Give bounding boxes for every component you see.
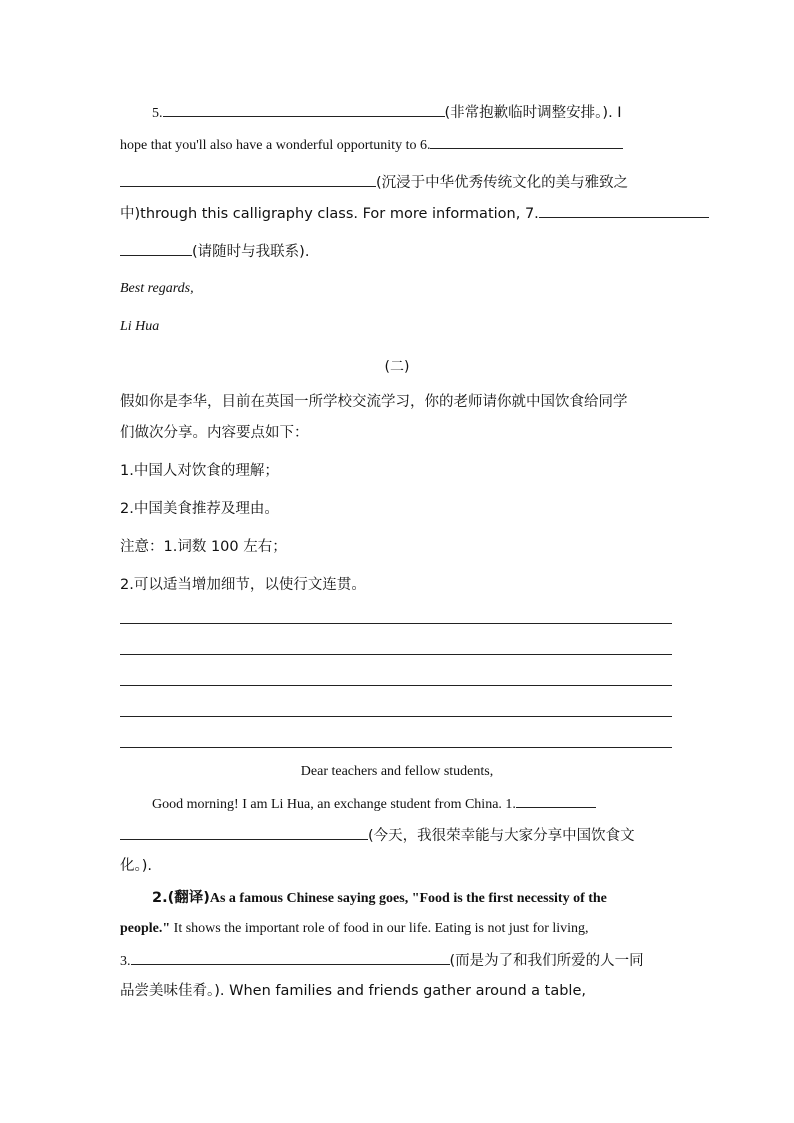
speech-item-1-hint: (今天，我很荣幸能与大家分享中国饮食文 bbox=[368, 828, 635, 844]
speech-item-1-text: Good morning! I am Li Hua, an exchange student from China. 1. bbox=[152, 797, 516, 812]
item-6-hint: (沉浸于中华优秀传统文化的美与雅致之 bbox=[376, 175, 629, 191]
speech-item-2-quote-end: people." bbox=[120, 921, 171, 936]
speech-blank-1b[interactable] bbox=[120, 826, 368, 840]
item-6-line bbox=[120, 135, 623, 155]
prompt-line-2: 们做次分享。内容要点如下： bbox=[120, 425, 309, 441]
speech-item-1-line bbox=[152, 794, 596, 814]
speech-item-3-line bbox=[120, 951, 644, 971]
answer-blank-5[interactable] bbox=[163, 103, 445, 117]
note-2: 2.可以适当增加细节，以使行文连贯。 bbox=[120, 577, 366, 593]
point-1: 1.中国人对饮食的理解； bbox=[120, 463, 279, 479]
prompt-line-1: 假如你是李华，目前在英国一所学校交流学习，你的老师请你就中国饮食给同学 bbox=[120, 394, 628, 410]
speech-item-3-hint: (而是为了和我们所爱的人一同 bbox=[449, 953, 644, 969]
item-7-text: 中)through this calligraphy class. For more information, 7. bbox=[120, 206, 539, 222]
speech-item-2-quote: As a famous Chinese saying goes, "Food is the first necessity of the bbox=[209, 891, 607, 906]
writing-line-2[interactable] bbox=[120, 654, 672, 655]
speech-item-2-line bbox=[152, 889, 607, 908]
item-7-cont-line bbox=[120, 242, 309, 262]
item-6-cont-line bbox=[120, 173, 628, 193]
speech-item-3-number: 3. bbox=[120, 954, 131, 969]
writing-line-1[interactable] bbox=[120, 623, 672, 624]
writing-line-4[interactable] bbox=[120, 716, 672, 717]
item-5-number: 5. bbox=[152, 106, 163, 121]
item-6-text: hope that you'll also have a wonderful opportunity to 6. bbox=[120, 138, 431, 153]
item-7-line bbox=[120, 204, 709, 224]
item-5-hint: (非常抱歉临时调整安排。). I bbox=[444, 105, 622, 121]
answer-blank-7a[interactable] bbox=[539, 204, 709, 218]
letter-closing: Best regards, bbox=[120, 281, 194, 296]
speech-blank-1a[interactable] bbox=[516, 794, 596, 808]
item-5-line bbox=[152, 103, 622, 123]
answer-blank-6b[interactable] bbox=[120, 173, 376, 187]
speech-item-1-hint-end: 化。). bbox=[120, 858, 153, 874]
speech-item-2-text: It shows the important role of food in our life. Eating is not just for living, bbox=[170, 921, 589, 936]
answer-blank-7b[interactable] bbox=[120, 242, 192, 256]
writing-line-3[interactable] bbox=[120, 685, 672, 686]
speech-item-1-cont-line bbox=[120, 826, 635, 846]
speech-item-2-label: 2.(翻译) bbox=[152, 890, 210, 906]
speech-item-3-text: 品尝美味佳肴。). When families and friends gather around a table, bbox=[120, 983, 586, 999]
speech-blank-3[interactable] bbox=[131, 951, 450, 965]
answer-blank-6a[interactable] bbox=[430, 135, 623, 149]
section-heading: (二) bbox=[384, 359, 410, 375]
speech-item-3-cont-line bbox=[120, 982, 586, 1001]
speech-salutation: Dear teachers and fellow students, bbox=[300, 764, 494, 779]
item-7-hint: (请随时与我联系). bbox=[192, 244, 310, 260]
point-2: 2.中国美食推荐及理由。 bbox=[120, 501, 279, 517]
letter-signature: Li Hua bbox=[120, 319, 160, 334]
writing-line-5[interactable] bbox=[120, 747, 672, 748]
note-1: 注意：1.词数 100 左右； bbox=[120, 539, 287, 555]
speech-item-2-cont-line bbox=[120, 920, 589, 938]
